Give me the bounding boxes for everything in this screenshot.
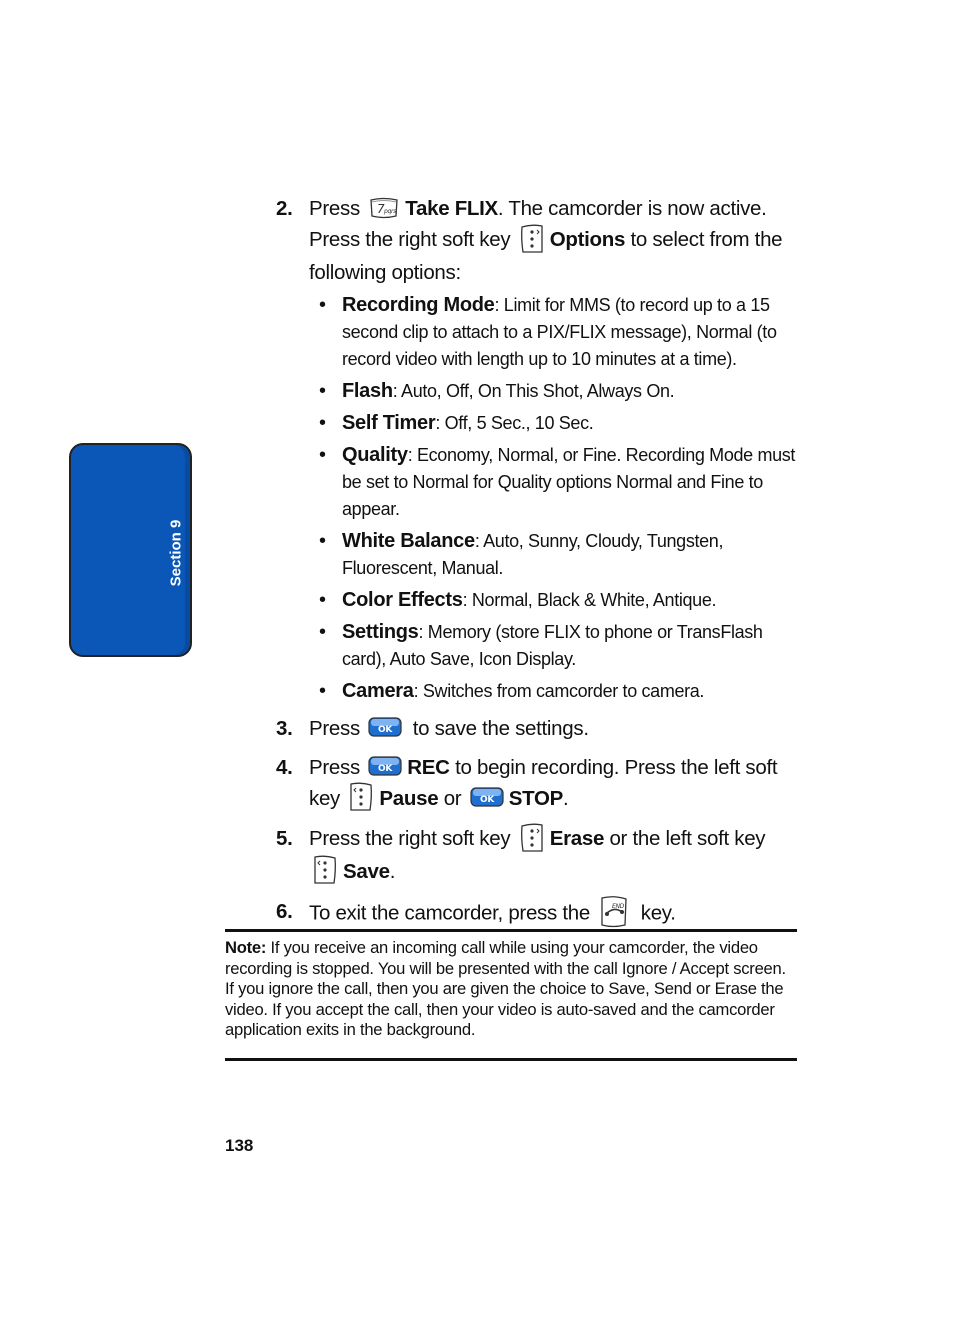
- step-4: 4. Press OK REC to begin recording. Press the left soft key Pause or OK STOP.: [276, 752, 801, 816]
- step-6: 6. To exit the camcorder, press the END key.: [276, 896, 801, 932]
- step-number: 3.: [276, 716, 293, 740]
- end-key-icon: [598, 894, 630, 930]
- step-number: 5.: [276, 827, 293, 851]
- note-text: If you receive an incoming call while using your camcorder, the video recording is stopped. You will be presented with the call Ignore / Accept screen. If you ignore the call, then you are given the choice to Save, Send or Erase the video. If you accept the call, then your video is auto-saved and the camcorder application exits in the background.: [225, 938, 786, 1040]
- list-item: • Settings: Memory (store FLIX to phone or TransFlash card), Auto Save, Icon Display.: [309, 619, 801, 673]
- svg-text:OK: OK: [378, 764, 393, 775]
- svg-text:OK: OK: [378, 725, 393, 736]
- step-number: 4.: [276, 755, 293, 779]
- step-2: 2. Press 7 pqrs Take FLIX. The camcorder is now active. Press the right soft key Options to select from the following options: • Recording Mode: Limit for MMS (to record up to a 15 second clip to attach to a PIX/FLIX message), Normal (to record video with length up to 10 minutes at a time). • Flash: Auto, Off, On This Shot, Always On. • Self Timer: Off, 5 Sec., 10 Sec. • Quality: Economy, Normal, or Fine. Recording Mode must be set to Normal for Quality options Normal and Fine to appear. • White Balance: Auto, Sunny, Cloudy, Tungsten, Fluorescent, Manual. • Color Effects: Normal, Black & White, Antique. • Settings: Memory (store FLIX to phone or TransFlash card), Auto Save, Icon Display. • Camera: Switches from camcorder to camera.: [276, 193, 801, 705]
- section-label: Section 9: [167, 519, 185, 587]
- ok-key-icon: [368, 755, 402, 777]
- key-7-icon: [368, 196, 400, 220]
- svg-text:END: END: [612, 903, 625, 911]
- list-item: • Color Effects: Normal, Black & White, Antique.: [309, 587, 801, 614]
- options-list: [309, 292, 801, 705]
- step-number: 6.: [276, 900, 293, 924]
- svg-text:pqrs: pqrs: [384, 207, 397, 215]
- step-5: 5. Press the right soft key Erase or the left soft key Save.: [276, 823, 801, 888]
- left-soft-key-icon: [348, 781, 374, 813]
- svg-text:OK: OK: [479, 795, 494, 806]
- note-label: Note:: [225, 938, 267, 957]
- right-soft-key-icon: [519, 822, 545, 854]
- note-box: [225, 929, 797, 1061]
- step-3: 3. Press OK to save the settings.: [276, 713, 801, 744]
- svg-text:7: 7: [377, 201, 385, 216]
- step-number: 2.: [276, 197, 293, 220]
- list-item: • Flash: Auto, Off, On This Shot, Always On.: [309, 378, 801, 405]
- list-item: • Recording Mode: Limit for MMS (to record up to a 15 second clip to attach to a PIX/FLIX message), Normal (to record video with length up to 10 minutes at a time).: [309, 292, 801, 373]
- list-item: • White Balance: Auto, Sunny, Cloudy, Tungsten, Fluorescent, Manual.: [309, 528, 801, 582]
- left-soft-key-icon: [312, 854, 338, 886]
- ok-key-icon: [470, 786, 504, 808]
- page-number: 138: [225, 1136, 254, 1155]
- right-soft-key-icon: [519, 223, 545, 255]
- instructions: [276, 193, 801, 932]
- ok-key-icon: [368, 716, 402, 738]
- list-item: • Quality: Economy, Normal, or Fine. Recording Mode must be set to Normal for Quality options Normal and Fine to appear.: [309, 442, 801, 523]
- list-item: • Self Timer: Off, 5 Sec., 10 Sec.: [309, 410, 801, 437]
- list-item: • Camera: Switches from camcorder to camera.: [309, 678, 801, 705]
